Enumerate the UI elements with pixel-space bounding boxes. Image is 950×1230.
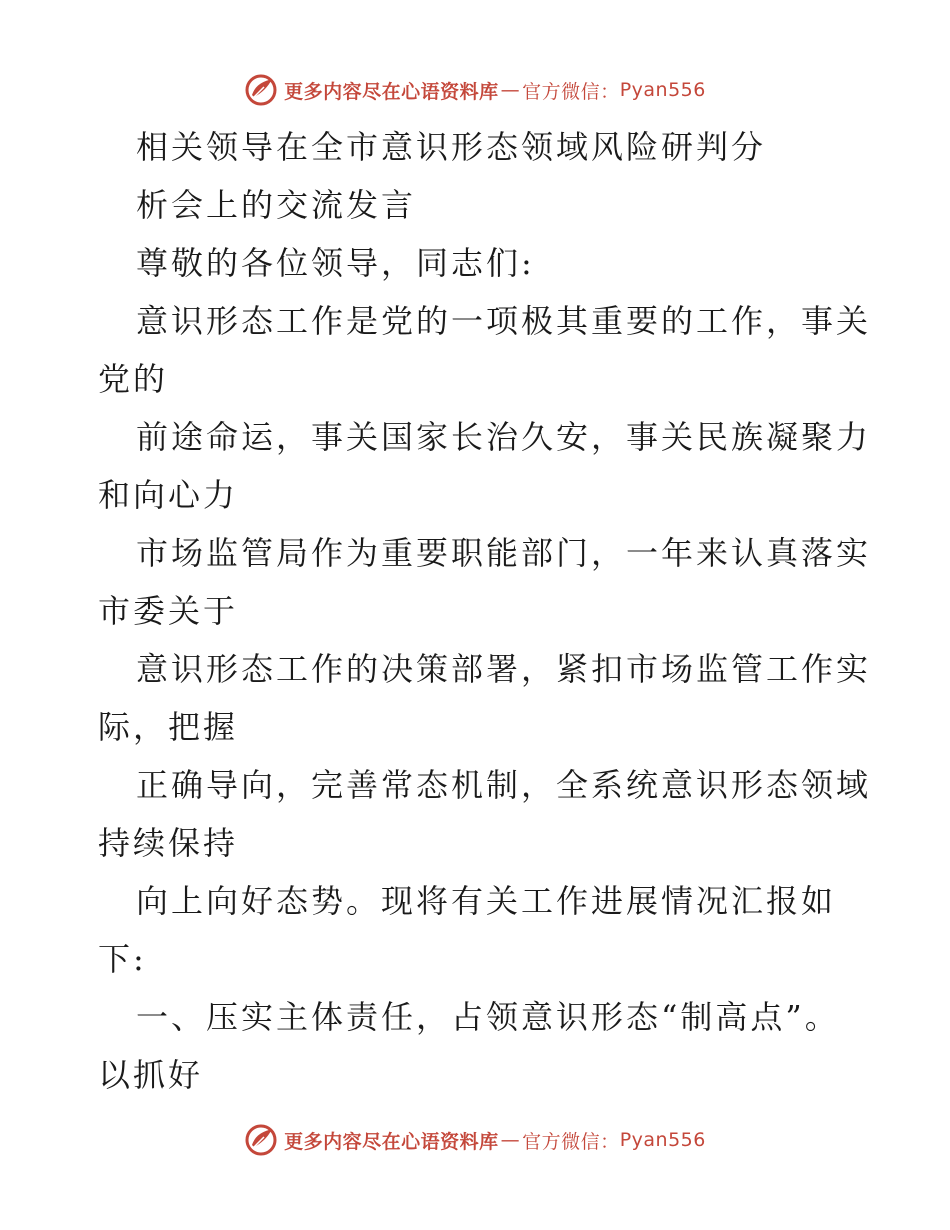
paragraph-line: 和向心力 <box>98 476 239 514</box>
paragraph-line: 际，把握 <box>98 708 239 746</box>
section-heading-line: 一、压实主体责任，占领意识形态“制高点”。 <box>136 998 840 1036</box>
paragraph-line: 向上向好态势。现将有关工作进展情况汇报如 <box>136 882 837 920</box>
footer-banner[interactable] <box>0 1120 950 1160</box>
paragraph-line: 下: <box>98 940 147 978</box>
paragraph-line: 市委关于 <box>98 592 239 630</box>
paragraph-line: 持续保持 <box>98 824 239 862</box>
paragraph-line: 意识形态工作的决策部署，紧扣市场监管工作实 <box>136 650 872 688</box>
paragraph-line: 以抓好 <box>98 1056 204 1094</box>
paragraph-line: 意识形态工作是党的一项极其重要的工作，事关 <box>136 302 872 340</box>
paragraph-line: 市场监管局作为重要职能部门，一年来认真落实 <box>136 534 872 572</box>
paragraph-line: 党的 <box>98 360 169 398</box>
banner-account: Pyan556 <box>619 79 706 101</box>
title-line-1: 相关领导在全市意识形态领域风险研判分 <box>136 128 767 166</box>
banner-brand-text: 更多内容尽在心语资料库 <box>284 1130 499 1153</box>
title-line-2: 析会上的交流发言 <box>136 186 417 224</box>
banner-separator: — <box>500 1129 521 1151</box>
document-body <box>98 118 872 1104</box>
banner-wechat-label: 官方微信： <box>522 1130 620 1153</box>
leaf-pen-logo-icon <box>244 73 278 107</box>
banner-wechat-label: 官方微信： <box>522 80 620 103</box>
banner-brand-text: 更多内容尽在心语资料库 <box>284 80 499 103</box>
banner-separator: — <box>500 79 521 101</box>
salutation: 尊敬的各位领导，同志们: <box>136 244 535 282</box>
paragraph-line: 正确导向，完善常态机制，全系统意识形态领域 <box>136 766 872 804</box>
banner-account: Pyan556 <box>619 1129 706 1151</box>
paragraph-line: 前途命运，事关国家长治久安，事关民族凝聚力 <box>136 418 872 456</box>
header-banner[interactable] <box>0 70 950 110</box>
leaf-pen-logo-icon <box>244 1123 278 1157</box>
